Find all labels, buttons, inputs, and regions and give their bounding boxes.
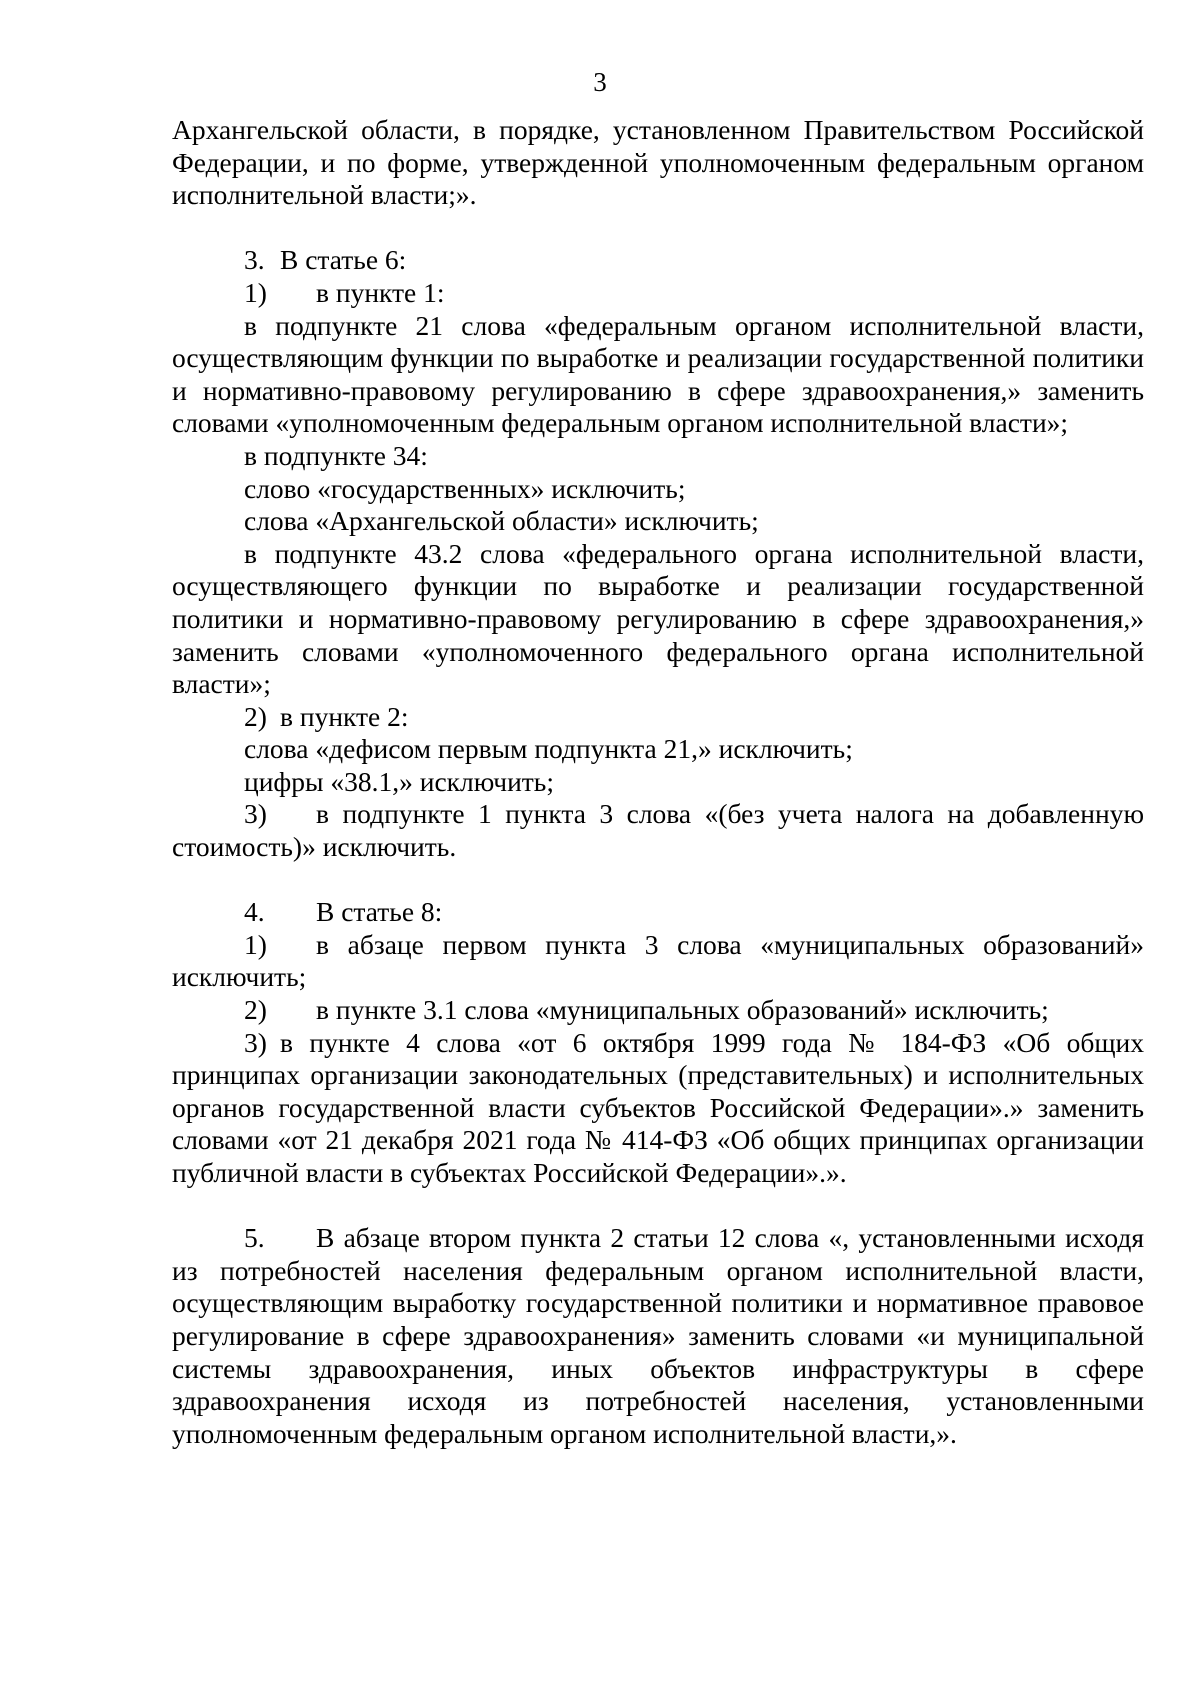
section-4-item-3-text: в пункте 4 слова «от 6 октября 1999 года № 184-ФЗ «Об общих принципах организации законодательных (представительных) и исполнительных органов государственной власти субъектов Российской Федерации».» заменить словами «от 21 декабря 2021 года № 414-ФЗ «Об общих принципах организации публичной власти в субъектах Российской Федерации».». xyxy=(172,1026,1144,1188)
section-5-text: В абзаце втором пункта 2 статьи 12 слова «, установленными исходя из потребностей населения федеральным органом исполнительной власти, осуществляющим выработку государственной политики и нормативное правовое регулирование в сфере здравоохранения» заменить словами «и муниципальной системы здравоохранения, иных объектов инфраструктуры в сфере здравоохранения исходя из потребностей населения, установленными уполномоченным федеральным органом исполнительной власти,». xyxy=(172,1222,1144,1449)
paragraph-gap xyxy=(172,1190,1144,1223)
section-4-item-1-text: в абзаце первом пункта 3 слова «муниципальных образований» исключить; xyxy=(172,928,1144,993)
section-4-item-3 xyxy=(172,1027,1144,1190)
paragraph-gap xyxy=(172,212,1144,245)
section-4-number: 4. xyxy=(244,896,265,928)
section-3-item-2-number: 2) xyxy=(244,700,267,732)
page-number: 3 xyxy=(593,67,607,97)
section-5-number: 5. xyxy=(244,1222,265,1254)
section-3-item-1-number: 1) xyxy=(244,276,267,308)
section-4-item-1-number: 1) xyxy=(244,928,267,960)
section-3-number: 3. xyxy=(244,244,265,276)
section-4-item-2 xyxy=(172,994,1144,1027)
section-3-item-3-number: 3) xyxy=(244,798,267,830)
paragraph-gap xyxy=(172,864,1144,897)
section-4-item-3-number: 3) xyxy=(244,1026,267,1058)
section-3-item-3-text: в подпункте 1 пункта 3 слова «(без учета налога на добавленную стоимость)» исключить. xyxy=(172,798,1144,863)
section-4-item-1 xyxy=(172,929,1144,994)
section-4-item-2-text: в пункте 3.1 слова «муниципальных образований» исключить; xyxy=(316,994,1049,1026)
section-4-heading xyxy=(172,896,1144,929)
section-3-item-1-sub-34-a: слово «государственных» исключить; xyxy=(244,472,686,504)
section-3-item-2 xyxy=(172,701,1144,734)
section-3-item-2-a: слова «дефисом первым подпункта 21,» исключить; xyxy=(244,733,853,765)
section-3-item-1 xyxy=(172,277,1144,310)
section-3-heading xyxy=(172,244,1144,277)
section-5 xyxy=(172,1222,1144,1450)
section-3-title: В статье 6: xyxy=(280,244,407,276)
section-3-item-2-b: цифры «38.1,» исключить; xyxy=(244,765,554,797)
paragraph-continuation: Архангельской области, в порядке, установленном Правительством Российской Федерации, и по форме, утвержденной уполномоченным федеральным органом исполнительной власти;». xyxy=(172,114,1144,211)
section-3-item-1-text: в пункте 1: xyxy=(316,276,445,308)
section-3-item-1-sub-34: в подпункте 34: xyxy=(244,439,428,471)
section-3-item-3 xyxy=(172,798,1144,863)
section-4-item-2-number: 2) xyxy=(244,994,267,1026)
section-3-item-2-text: в пункте 2: xyxy=(280,700,409,732)
section-4-title: В статье 8: xyxy=(316,896,443,928)
section-3-item-1-sub-21: в подпункте 21 слова «федеральным органом исполнительной власти, осуществляющим функции по выработке и реализации государственной политики и нормативно-правовому регулированию в сфере здравоохранения,» заменить словами «уполномоченным федеральным органом исполнительной власти»; xyxy=(172,309,1144,439)
document-body xyxy=(172,114,1144,1450)
section-3-item-1-sub-34-b: слова «Архангельской области» исключить; xyxy=(244,505,759,537)
section-3-item-1-sub-43-2: в подпункте 43.2 слова «федерального органа исполнительной власти, осуществляющего функции по выработке и реализации государственной политики и нормативно-правовому регулированию в сфере здравоохранения,» заменить словами «уполномоченного федерального органа исполнительной власти»; xyxy=(172,537,1144,700)
